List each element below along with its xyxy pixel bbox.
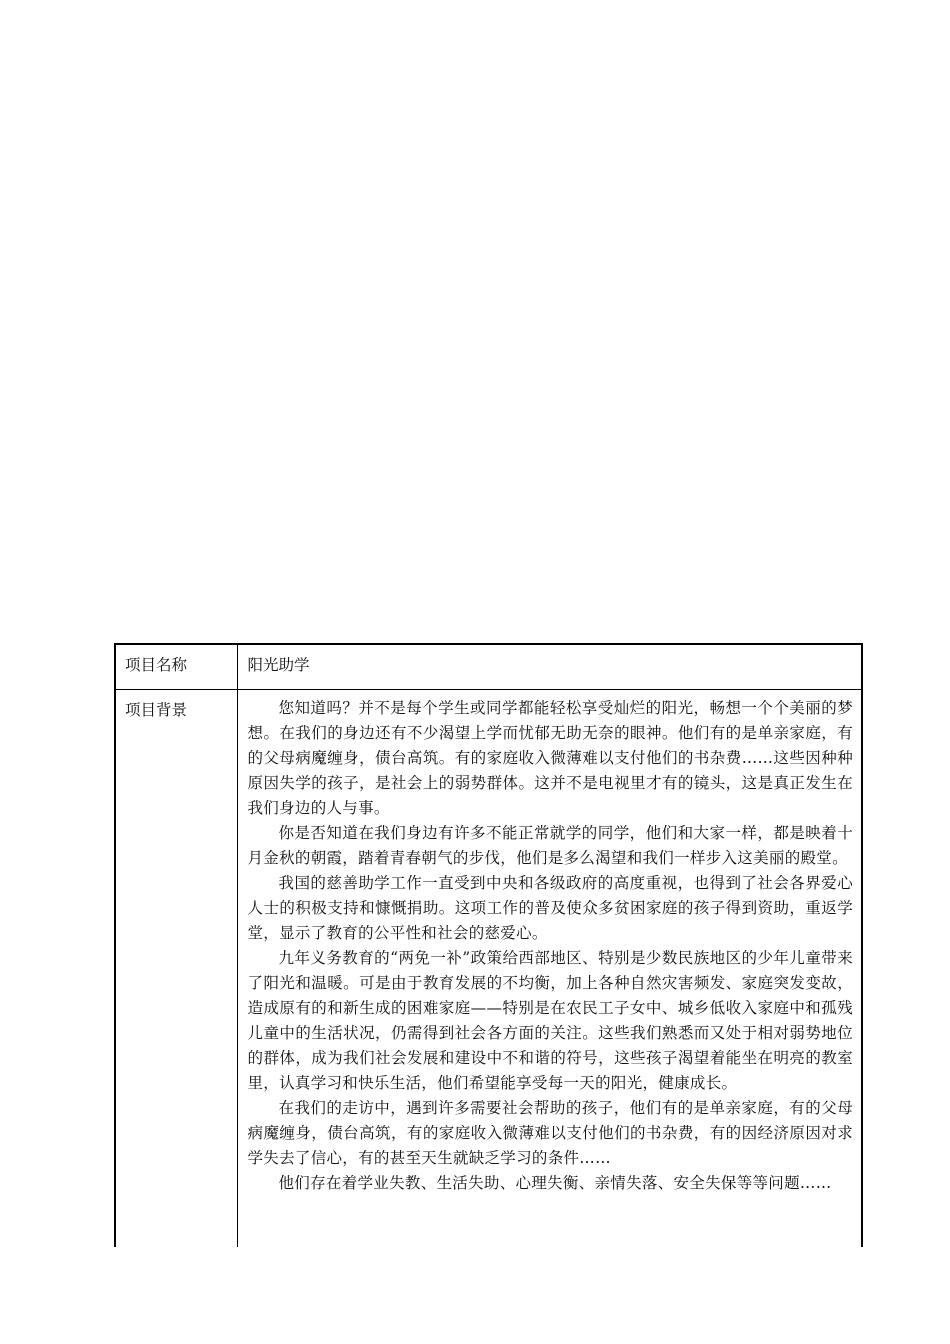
table-row — [115, 644, 862, 689]
project-info-table — [114, 643, 863, 1247]
background-paragraph: 你是否知道在我们身边有许多不能正常就学的同学，他们和大家一样，都是映着十月金秋的朝霞，踏着青春朝气的步伐，他们是多么渴望和我们一样步入这美丽的殿堂。 — [247, 823, 853, 867]
background-paragraph: 九年义务教育的“两免一补”政策给西部地区、特别是少数民族地区的少年儿童带来了阳光和温暖。可是由于教育发展的不均衡，加上各种自然灾害频发、家庭突发变故，造成原有的和新生成的困难家庭——特别是在农民工子女中、城乡低收入家庭中和孤残儿童中的生活状况，仍需得到社会各方面的关注。这些我们熟悉而又处于相对弱势地位的群体，成为我们社会发展和建设中不和谐的符号，这些孩子渴望着能坐在明亮的教室里，认真学习和快乐生活，他们希望能享受每一天的阳光，健康成长。 — [247, 948, 853, 1092]
project-background-content — [237, 689, 862, 1247]
background-paragraph: 您知道吗？并不是每个学生或同学都能轻松享受灿烂的阳光，畅想一个个美丽的梦想。在我们的身边还有不少渴望上学而忧郁无助无奈的眼神。他们有的是单亲家庭，有的父母病魔缠身，债台高筑。有的家庭收入微薄难以支付他们的书杂费……这些因种种原因失学的孩子，是社会上的弱势群体。这并不是电视里才有的镜头，这是真正发生在我们身边的人与事。 — [247, 698, 853, 817]
background-paragraph: 我国的慈善助学工作一直受到中央和各级政府的高度重视，也得到了社会各界爱心人士的积极支持和慷慨捐助。这项工作的普及使众多贫困家庭的孩子得到资助，重返学堂，显示了教育的公平性和社会的慈爱心。 — [247, 873, 853, 942]
background-paragraph: 他们存在着学业失教、生活失助、心理失衡、亲情失落、安全失保等等问题…… — [278, 1173, 832, 1192]
background-paragraph: 在我们的走访中，遇到许多需要社会帮助的孩子，他们有的是单亲家庭，有的父母病魔缠身，债台高筑，有的家庭收入微薄难以支付他们的书杂费，有的因经济原因对求学失去了信心，有的甚至天生就缺乏学习的条件…… — [247, 1098, 853, 1167]
table-row — [115, 689, 862, 1247]
project-background-label: 项目背景 — [115, 689, 237, 1247]
project-name-label: 项目名称 — [115, 644, 237, 689]
project-name-value: 阳光助学 — [237, 644, 862, 689]
